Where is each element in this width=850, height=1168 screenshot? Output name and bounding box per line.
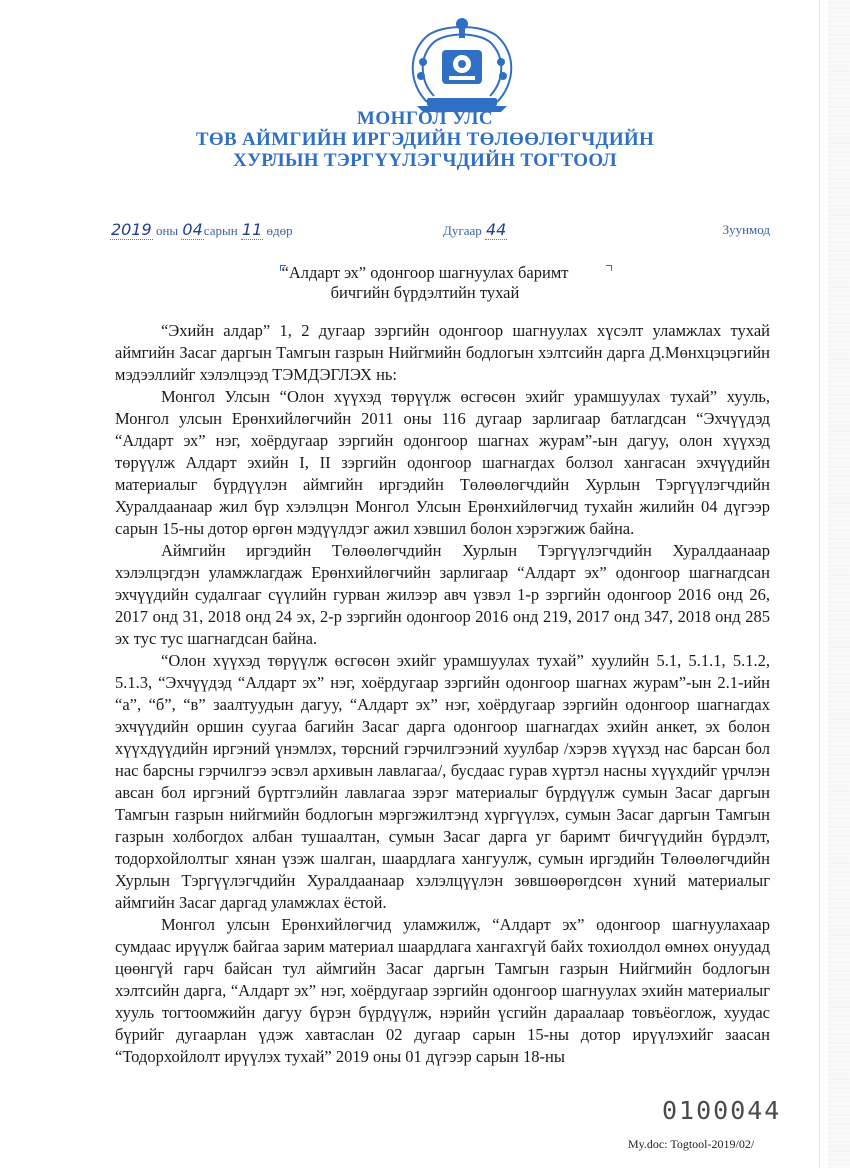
date-month-suffix: сарын xyxy=(203,223,238,238)
body-paragraph-1: “Эхийн алдар” 1, 2 дугаар зэргийн одонгоор шагнуулах хүсэлт уламжлах тухай аймгийн Засаг даргын Тамгын газрын Нийгмийн бодлогын хэлтсийн дарга Д.Мөнхцэцэгийн мэдээллийг хэлэлцээд ТЭМДЭГЛЭХ нь: xyxy=(115,321,770,384)
resolution-title xyxy=(0,263,850,303)
document-number xyxy=(443,220,507,239)
date-year: 2019 xyxy=(111,220,152,239)
number-label: Дугаар xyxy=(443,223,482,238)
body-paragraph-2: Монгол Улсын “Олон хүүхэд төрүүлж өсгөсөн эхийг урамшуулах тухай” хууль, Монгол улсын Ерөнхийлөгчийн 2011 оны 116 дугаар зарлигаар батлагдсан “Эхчүүдэд “Алдарт эх” нэг, хоёрдугаар зэргийн одонгоор шагнах журам”-ын дагуу, олон хүүхэд төрүүлж Алдарт эхийн I, II зэргийн одонгоор шагнагдах болзол хангасан эхчүүдийн материалыг бүрдүүлэн аймгийн иргэдийн Төлөөлөгчдийн Хурлын Тэргүүлэгчдийн Хуралдаанаар жил бүр хэлэлцэн Монгол Улсын Ерөнхийлөгчид тухайн жилийн 04 дүгээр сарын 15-ны дотор өргөн мэдүүлдэг ажил хэвшил болон хэрэгжиж байна. xyxy=(115,387,770,538)
header-organization: ТӨВ АЙМГИЙН ИРГЭДИЙН ТӨЛӨӨЛӨГЧДИЙН xyxy=(195,129,655,150)
document-date xyxy=(110,220,293,239)
date-day-suffix: өдөр xyxy=(266,223,293,238)
header-document-type: ХУРЛЫН ТЭРГҮҮЛЭГЧДИЙН ТОГТООЛ xyxy=(233,150,617,171)
date-year-suffix: оны xyxy=(155,223,179,238)
date-day: 11 xyxy=(241,220,263,239)
document-file-reference: My.doc: Togtool-2019/02/ xyxy=(628,1137,755,1151)
date-month: 04 xyxy=(182,220,203,239)
scan-edge-noise xyxy=(828,0,850,1168)
scan-edge-line xyxy=(819,0,820,1168)
resolution-body xyxy=(115,320,770,1068)
title-line-2: бичгийн бүрдэлтийн тухай xyxy=(330,283,520,302)
body-paragraph-5: Монгол улсын Ерөнхийлөгчид уламжилж, “Алдарт эх” одонгоор шагнуулахаар сумдаас ирүүлж байгаа зарим материал шаардлага хангахгүй байх тохиолдол өмнөх онуудад цөөнгүй гарч байсан тул аймгийн Засаг даргын Тамгын газрын Нийгмийн бодлогын хэлтсийн дарга, “Алдарт эх” нэг, хоёрдугаар зэргийн одонгоор шагнуулах эхийн материалыг хууль тогтоомжийн дагуу бүрэн бүрдүүлж, нэрийн үсгийн дараалаар товъёоглож, хуудас бүрийг дугаарлан үдэж хавтаслан 02 дугаар сарын 15-ны дотор ирүүлэхийг заасан “Тодорхойлолт ирүүлэх тухай” 2019 оны 01 дүгээр сарын 18-ны xyxy=(115,915,770,1066)
mongolia-state-emblem-icon xyxy=(387,14,537,114)
title-line-1: “Алдарт эх” одонгоор шагнуулах баримт xyxy=(281,263,569,282)
document-meta-row xyxy=(110,220,770,242)
body-paragraph-4: “Олон хүүхэд төрүүлж өсгөсөн эхийг урамшуулах тухай” хуулийн 5.1, 5.1.1, 5.1.2, 5.1.3, “Эхчүүдэд “Алдарт эх” нэг, хоёрдугаар зэргийн одонгоор шагнах журам”-ын 2.1-ийн “а”, “б”, “в” заалтуудын дагуу, “Алдарт эх” нэг, хоёрдугаар зэргийн одонгоор шагнагдах эхчүүдийн оршин суугаа багийн Засаг дарга одонгоор шагнагдах эхийн анкет, эх болон хүүхдүүдийн иргэний үнэмлэх, төрсний гэрчилгээний хуулбар /хэрэв хүүхэд нас барсан бол нас барсны гэрчилгээ эсвэл архивын лавлагаа/, бусдаас гурав хүртэл насны хүүхдийг үрчлэн авсан бол иргэний бүртгэлийн лавлагаа зэрэг материалыг бүрдүүлж сумын Засаг даргын Тамгын газрын нийгмийн бодлогын мэргэжилтэнд хүргүүлэх, сумын Засаг даргын Тамгын газрын холбогдох албан тушаалтан, сумын Засаг дарга уг баримт бичгүүдийн бүрдэлт, тодорхойлолтыг хянан үзэж шалган, шаардлага хангуулж, сумын иргэдийн Төлөөлөгчдийн Хурлын Тэргүүлэгчдийн Хуралдаанаар хэлэлцүүлэн зөвшөөрөгдсөн хүний материалыг аймгийн Засаг даргад уламжлах ёстой. xyxy=(115,651,770,912)
body-paragraph-3: Аймгийн иргэдийн Төлөөлөгчдийн Хурлын Тэргүүлэгчдийн Хуралдаанаар хэлэлцэгдэн уламжлагдаж Ерөнхийлөгчийн зарлигаар “Алдарт эх” одонгоор шагнагдсан эхчүүдийн судалгааг сүүлийн гурван жилээр авч үзвэл 1-р зэргийн одонгоор 2016 онд 26, 2017 онд 31, 2018 онд 24 эх, 2-р зэргийн одонгоор 2016 онд 219, 2017 онд 347, 2018 онд 285 эх тус тус шагнагдсан байна. xyxy=(115,541,770,648)
number-value: 44 xyxy=(486,220,507,239)
document-place: Зуунмод xyxy=(722,222,770,237)
serial-stamp-number: 0100044 xyxy=(662,1096,782,1125)
header-country: МОНГОЛ УЛС xyxy=(356,108,494,129)
